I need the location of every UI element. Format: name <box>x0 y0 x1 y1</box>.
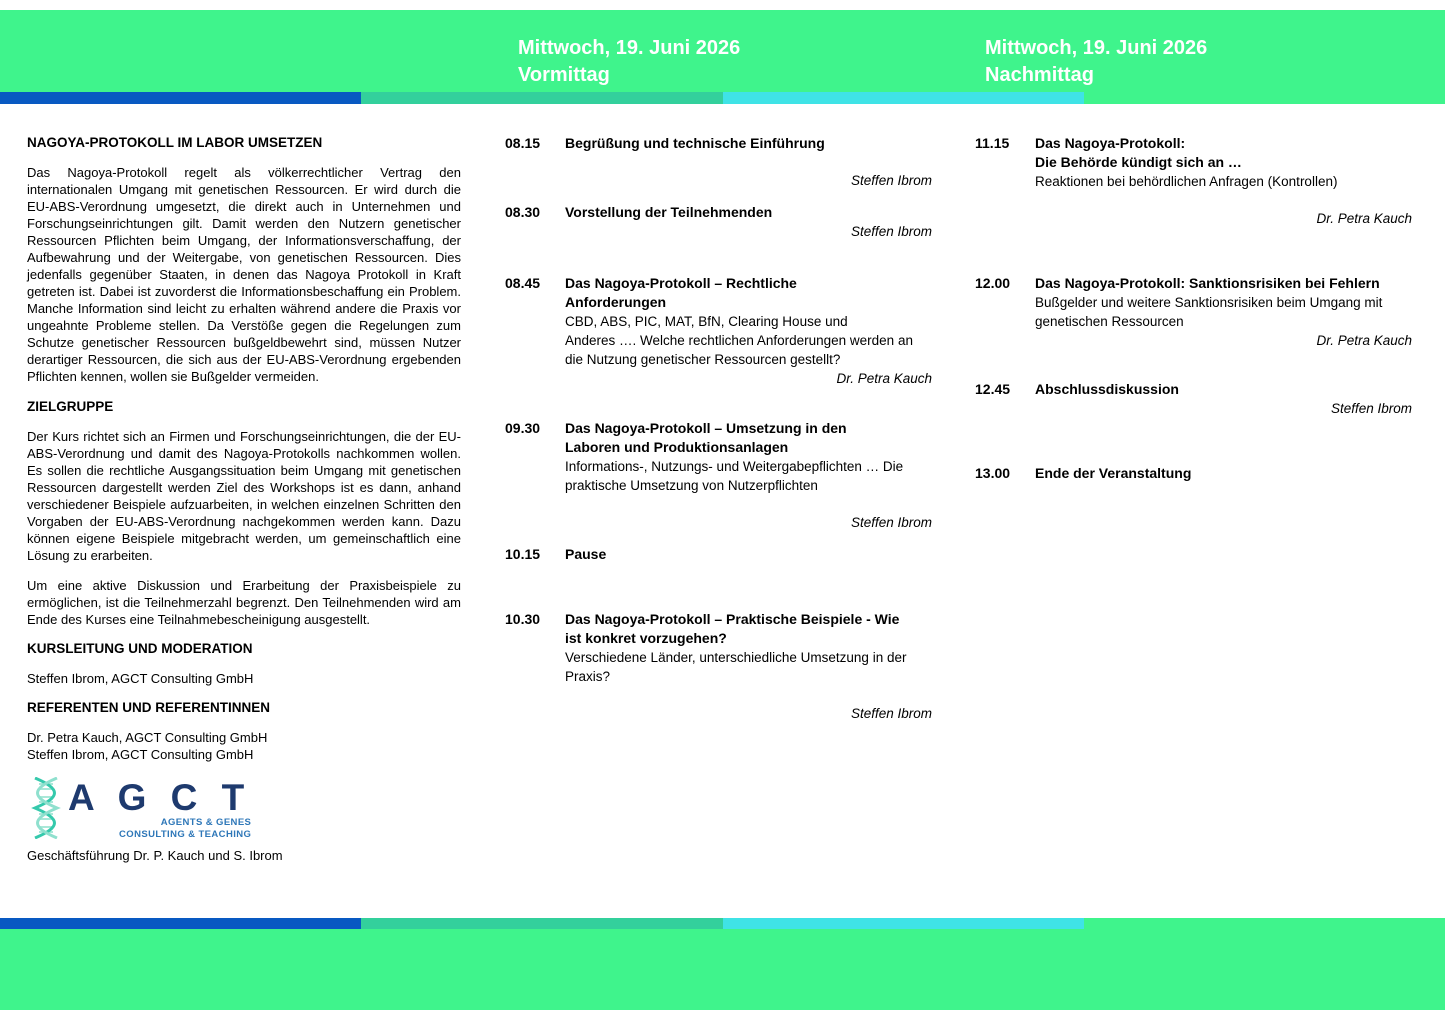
banner-afternoon-period: Nachmittag <box>985 64 1094 86</box>
morning-schedule <box>505 134 932 723</box>
item-title-line2: Anforderungen <box>565 294 667 310</box>
logo-letters: A G C T <box>68 777 252 818</box>
item-time: 11.15 <box>975 135 1010 151</box>
item-content <box>565 274 932 388</box>
item-description-line2: Anderes …. Welche rechtlichen Anforderungen werden an die Nutzung genetischer Ressourcen gestellt? <box>565 333 913 367</box>
schedule-item-1115 <box>975 134 1412 228</box>
item-title: Das Nagoya-Protokoll – Praktische Beispiele - Wie <box>565 611 900 627</box>
schedule-item-1245 <box>975 380 1412 418</box>
page-title: NAGOYA-PROTOKOLL IM LABOR UMSETZEN <box>27 135 323 150</box>
item-description: Informations-, Nutzungs- und Weitergabepflichten … Die praktische Umsetzung von Nutzerpflichten <box>565 459 904 493</box>
item-time: 10.15 <box>505 546 541 562</box>
zielgruppe-heading: ZIELGRUPPE <box>27 399 114 414</box>
stripe-segment-green <box>1084 92 1445 104</box>
referenten-heading: REFERENTEN UND REFERENTINNEN <box>27 700 271 715</box>
stripe-segment-cyan <box>723 92 1084 104</box>
item-speaker: Steffen Ibrom <box>850 173 932 188</box>
header-banner <box>0 10 1445 92</box>
item-title-line2: Die Behörde kündigt sich an … <box>1035 154 1242 170</box>
banner-morning-date: Mittwoch, 19. Juni 2026 <box>518 37 741 59</box>
item-content <box>565 419 932 532</box>
item-content <box>565 203 932 241</box>
item-title: Das Nagoya-Protokoll: <box>1035 135 1186 151</box>
dna-helix-icon <box>27 777 65 839</box>
schedule-item-0845 <box>505 274 932 388</box>
item-title: Pause <box>565 546 607 562</box>
banner-afternoon <box>985 35 1207 89</box>
referent-2: Steffen Ibrom, AGCT Consulting GmbH <box>27 747 254 762</box>
item-title: Das Nagoya-Protokoll – Rechtliche <box>565 275 797 291</box>
item-speaker: Steffen Ibrom <box>850 224 932 239</box>
kursleitung-person: Steffen Ibrom, AGCT Consulting GmbH <box>27 671 254 686</box>
schedule-item-0930 <box>505 419 932 532</box>
item-time: 08.45 <box>505 275 541 291</box>
item-time: 12.45 <box>975 381 1011 397</box>
item-description: Bußgelder und weitere Sanktionsrisiken beim Umgang mit genetischen Ressourcen <box>1035 295 1383 329</box>
item-speaker: Dr. Petra Kauch <box>836 371 932 386</box>
logo-subline-1: AGENTS & GENES <box>160 817 252 828</box>
top-stripe <box>0 92 1445 104</box>
schedule-item-0830 <box>505 203 932 241</box>
item-title-line2: ist konkret vorzugehen? <box>565 630 727 646</box>
logo-subline-2: CONSULTING & TEACHING <box>119 829 252 840</box>
stripe-segment-blue <box>0 918 361 929</box>
item-title: Das Nagoya-Protokoll – Umsetzung in den <box>565 420 847 436</box>
item-speaker: Steffen Ibrom <box>850 706 932 721</box>
item-description: CBD, ABS, PIC, MAT, BfN, Clearing House und <box>565 314 848 329</box>
bottom-stripe <box>0 918 1445 929</box>
item-time: 10.30 <box>505 611 541 627</box>
item-description: Verschiedene Länder, unterschiedliche Umsetzung in der Praxis? <box>565 650 907 684</box>
kursleitung-heading: KURSLEITUNG UND MODERATION <box>27 641 253 656</box>
item-content <box>565 134 932 190</box>
info-column <box>27 134 461 864</box>
item-title: Das Nagoya-Protokoll: Sanktionsrisiken bei Fehlern <box>1035 275 1380 291</box>
stripe-segment-teal <box>361 918 722 929</box>
schedule-item-0815 <box>505 134 932 190</box>
footer-band <box>0 929 1445 1010</box>
referenten-list <box>27 729 461 763</box>
referent-1: Dr. Petra Kauch, AGCT Consulting GmbH <box>27 730 268 745</box>
item-time: 08.15 <box>505 135 541 151</box>
zielgruppe-paragraph-1: Der Kurs richtet sich an Firmen und Forschungseinrichtungen, die der EU-ABS-Verordnung und damit des Nagoya-Protokolls nachkommen wollen. Es sollen die rechtliche Ausgangssituation beim Umgang mit genetischen Ressourcen dargestellt werden Ziel des Workshops ist es dann, anhand verschiedener Beispiele aufzuarbeiten, in welchen einzelnen Schritten den Vorgaben der EU-ABS-Verordnung nachgekommen werden kann. Dazu können eigene Beispiele mitgebracht werden, um gemeinschaftlich eine Lösung zu erarbeiten. <box>27 429 461 563</box>
banner-morning <box>518 35 740 89</box>
item-content <box>565 610 932 723</box>
item-title: Ende der Veranstaltung <box>1035 465 1192 481</box>
item-title: Begrüßung und technische Einführung <box>565 135 825 151</box>
banner-morning-period: Vormittag <box>518 64 610 86</box>
item-speaker: Dr. Petra Kauch <box>1316 211 1412 226</box>
item-content <box>1035 274 1412 350</box>
item-time: 12.00 <box>975 275 1011 291</box>
agct-logo <box>27 777 461 841</box>
intro-paragraph: Das Nagoya-Protokoll regelt als völkerrechtlicher Vertrag den internationalen Umgang mit genetischen Ressourcen. Er wird durch die EU-ABS-Verordnung umgesetzt, die direkt auch in Unternehmen und Forschungseinrichtungen gilt. Damit werden den Nutzern genetischer Ressourcen Pflichten beim Umgang, der Informationsverschaffung, der Aufbewahrung und der Weitergabe, von genetischen Ressourcen. Dies jedenfalls gegenüber Staaten, in denen das Nagoya Protokoll in Kraft getreten ist. Dabei ist zuvorderst die Informationsbeschaffung ein Problem. Manche Information sind leicht zu erhalten während andere die Praxis vor ungeahnte Probleme stellen. Da Verstöße gegen die Regelungen zum Schutze genetischer Ressourcen bußgeldbewehrt sind, müssen Nutzer derartiger Ressourcen, die sich aus der EU-ABS-Verordnung ergebenden Pflichten kennen, wollen sie Bußgelder vermeiden. <box>27 165 461 384</box>
afternoon-schedule <box>975 134 1412 483</box>
item-time: 13.00 <box>975 465 1011 481</box>
item-content <box>1035 464 1412 483</box>
item-description: Reaktionen bei behördlichen Anfragen (Kontrollen) <box>1035 174 1338 189</box>
item-title: Abschlussdiskussion <box>1035 381 1179 397</box>
logo-text <box>68 777 251 841</box>
schedule-item-1300 <box>975 464 1412 483</box>
banner-afternoon-date: Mittwoch, 19. Juni 2026 <box>985 37 1208 59</box>
stripe-segment-blue <box>0 92 361 104</box>
zielgruppe-paragraph-2: Um eine aktive Diskussion und Erarbeitung der Praxisbeispiele zu ermöglichen, ist die Teilnehmerzahl begrenzt. Den Teilnehmenden wird am Ende des Kurses eine Teilnahmebescheinigung ausgestellt. <box>27 578 461 627</box>
stripe-segment-cyan <box>723 918 1084 929</box>
schedule-item-1200 <box>975 274 1412 350</box>
item-content <box>1035 380 1412 418</box>
item-content <box>565 545 932 564</box>
schedule-item-1015 <box>505 545 932 564</box>
item-title: Vorstellung der Teilnehmenden <box>565 204 773 220</box>
item-speaker: Steffen Ibrom <box>850 515 932 530</box>
stripe-segment-teal <box>361 92 722 104</box>
stripe-segment-green <box>1084 918 1445 929</box>
item-time: 09.30 <box>505 420 541 436</box>
management-line: Geschäftsführung Dr. P. Kauch und S. Ibrom <box>27 848 283 863</box>
item-time: 08.30 <box>505 204 541 220</box>
item-content <box>1035 134 1412 228</box>
item-speaker: Dr. Petra Kauch <box>1316 333 1412 348</box>
schedule-item-1030 <box>505 610 932 723</box>
item-speaker: Steffen Ibrom <box>1330 401 1412 416</box>
item-title-line2: Laboren und Produktionsanlagen <box>565 439 789 455</box>
